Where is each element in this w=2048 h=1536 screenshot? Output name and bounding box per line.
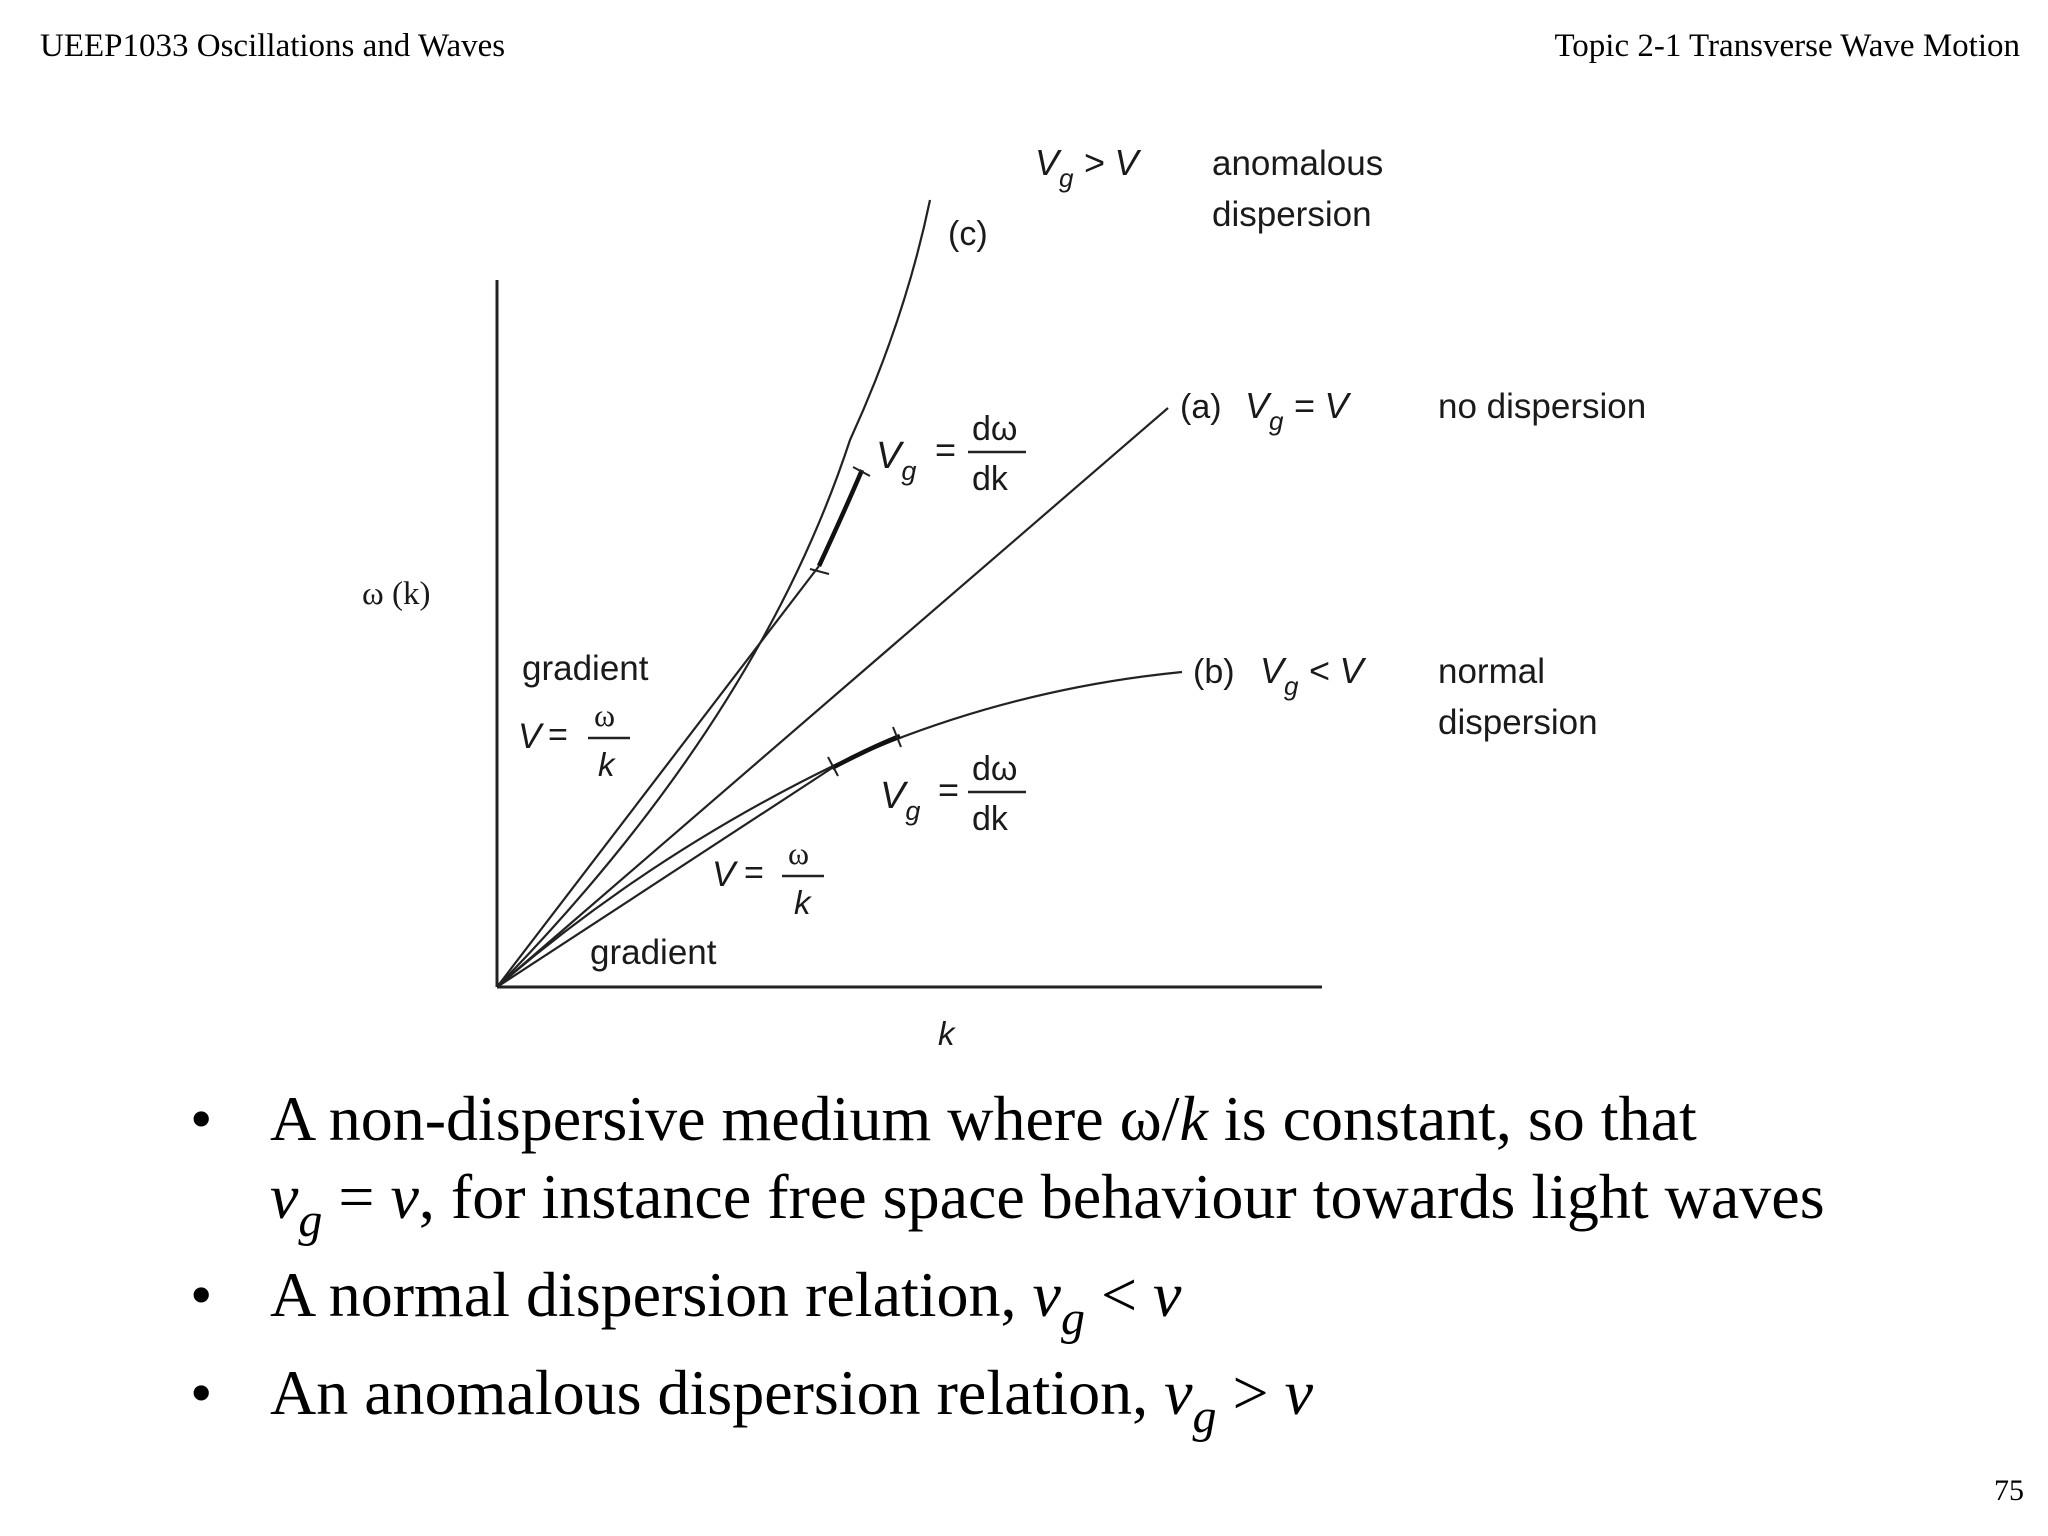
curve-c-desc-line1: anomalous [1212, 144, 1384, 183]
bullet-item-anomalous [190, 1354, 1825, 1443]
header-topic-title: Topic 2-1 Transverse Wave Motion [1554, 28, 2020, 64]
gradient-lower-num: ω [788, 835, 810, 871]
curve-b-relation [1260, 650, 1367, 701]
relation-rest: < V [1298, 650, 1364, 691]
y-axis-label: ω (k) [362, 576, 431, 612]
b3-pre: An anomalous dispersion relation, [270, 1357, 1165, 1428]
relation-sub: g [1284, 671, 1299, 701]
vg-upper-lhs [876, 435, 916, 486]
b2-rel: < [1084, 1259, 1154, 1330]
curve-c-desc-line2: dispersion [1212, 195, 1372, 234]
chord-c [497, 566, 819, 987]
b3-rel: > [1216, 1357, 1285, 1428]
gradient-lower-eq: = [744, 854, 764, 892]
relation-v: V [1260, 650, 1285, 691]
relation-sub: g [1269, 406, 1284, 436]
vg-sub: g [901, 456, 917, 486]
relation-sub: g [1059, 163, 1074, 193]
relation-v: V [1035, 142, 1060, 183]
gradient-left-lhs: V [518, 717, 542, 756]
gradient-lower-lhs: V [712, 855, 736, 894]
vg-lower-lhs [880, 775, 920, 826]
page-number: 75 [1994, 1474, 2024, 1507]
b1-pre: A non-dispersive medium where ω/ [270, 1083, 1180, 1154]
bullet-dot: • [190, 1083, 213, 1154]
b2-sub: g [1060, 1292, 1085, 1345]
b3-v2: v [1284, 1357, 1313, 1428]
gradient-lower-den: k [794, 884, 811, 921]
relation-rest: = V [1283, 385, 1349, 426]
curve-b-tangent-highlight [832, 736, 900, 768]
vg-sub: g [905, 796, 921, 826]
header-course-title: UEEP1033 Oscillations and Waves [40, 28, 506, 64]
curve-b-desc-line1: normal [1438, 652, 1545, 691]
relation-rest: > V [1073, 142, 1139, 183]
vg-upper-num: dω [972, 410, 1018, 448]
b1-post: is constant, so that [1207, 1083, 1697, 1154]
curve-c-tag: (c) [948, 215, 988, 253]
vg-v: V [876, 435, 902, 477]
vg-upper-eq: = [935, 429, 957, 470]
bullet-item-non-dispersive [190, 1080, 1825, 1247]
curve-c-tangent-highlight [819, 470, 862, 566]
b3-sub: g [1192, 1390, 1217, 1443]
gradient-left-eq: = [548, 716, 568, 754]
b2-pre: A normal dispersion relation, [270, 1259, 1033, 1330]
b1-vg-sub: g [298, 1194, 323, 1247]
b1-v: v [390, 1161, 419, 1232]
vg-lower-num: dω [972, 750, 1018, 788]
curve-c-relation [1035, 142, 1142, 193]
b2-v: v [1032, 1259, 1061, 1330]
gradient-left-word: gradient [522, 649, 649, 688]
vg-lower-den: dk [972, 800, 1008, 838]
b1-rest: , for instance free space behaviour towards light waves [418, 1161, 1825, 1232]
b2-v2: v [1153, 1259, 1182, 1330]
curve-a-desc: no dispersion [1438, 387, 1647, 426]
vg-v: V [880, 775, 906, 817]
curve-b-tag: (b) [1193, 653, 1235, 691]
curve-a-tag: (a) [1180, 388, 1222, 426]
gradient-lower-word: gradient [590, 933, 717, 972]
gradient-left-den: k [598, 746, 615, 783]
b1-k: k [1179, 1083, 1208, 1154]
b3-v: v [1164, 1357, 1193, 1428]
bullet-dot: • [190, 1259, 213, 1330]
curve-a-relation [1245, 385, 1352, 436]
bullet-item-normal [190, 1256, 1825, 1345]
b1-eq: = [322, 1161, 391, 1232]
gradient-left-num: ω [594, 697, 616, 733]
bullet-dot: • [190, 1357, 213, 1428]
vg-lower-eq: = [938, 769, 960, 810]
b1-vg: v [270, 1161, 299, 1232]
relation-v: V [1245, 385, 1270, 426]
bullet-list [190, 1080, 1825, 1452]
curve-b-desc-line2: dispersion [1438, 703, 1598, 742]
vg-upper-den: dk [972, 460, 1008, 498]
x-axis-label: k [938, 1015, 955, 1052]
